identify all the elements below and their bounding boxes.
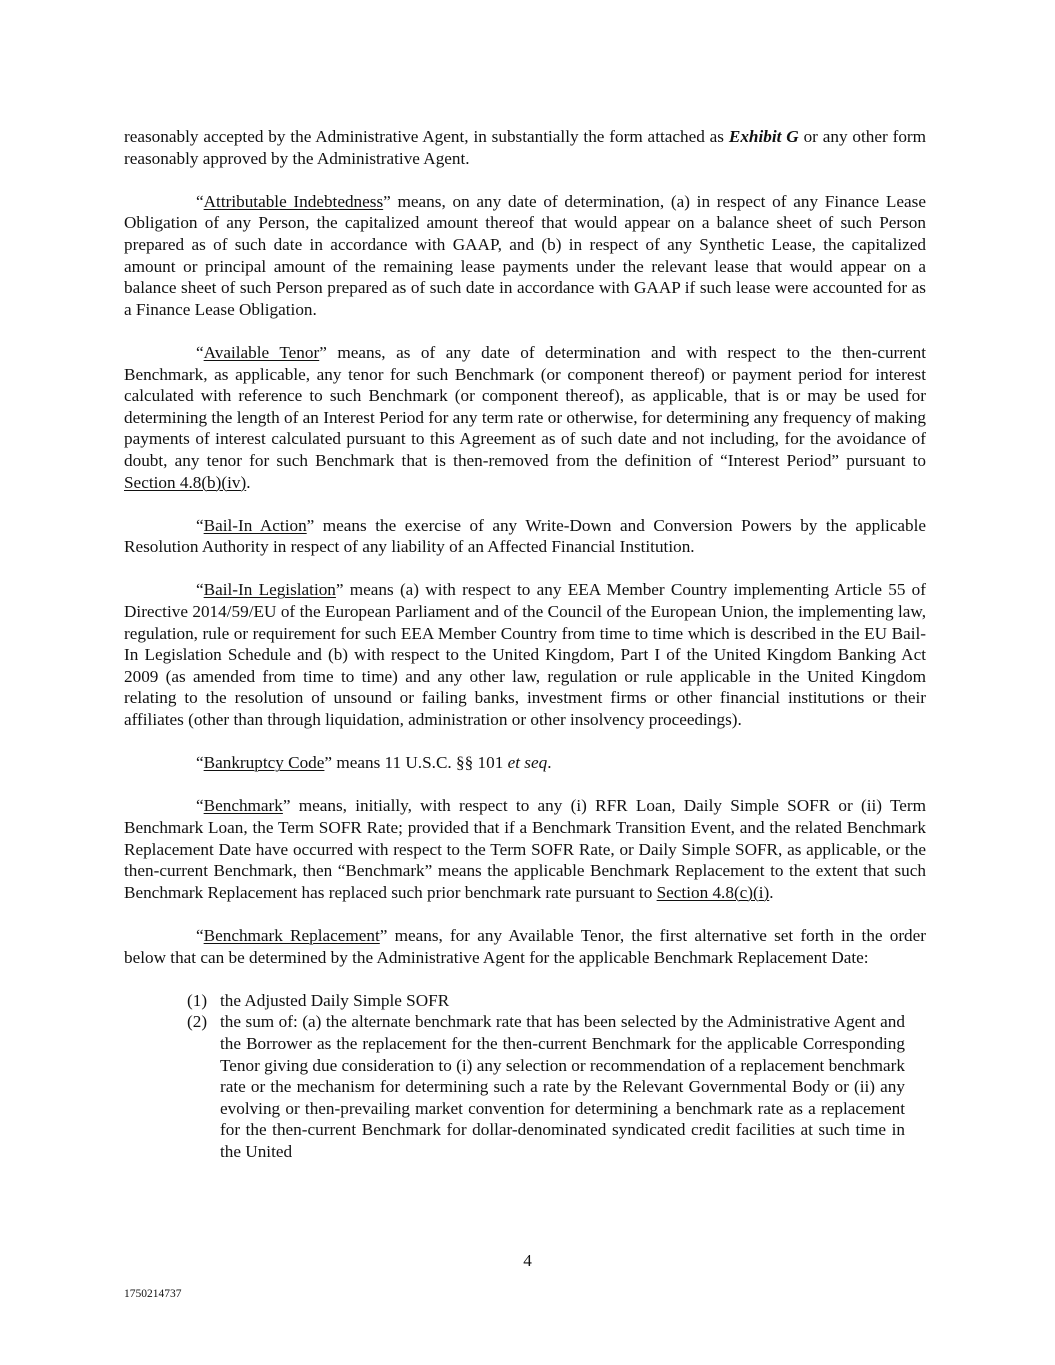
list-item-text: the Adjusted Daily Simple SOFR [220, 990, 450, 1010]
list-item-number: (1) [187, 990, 208, 1010]
definition-benchmark: “Benchmark” means, initially, with respect to any (i) RFR Loan, Daily Simple SOFR or (ii) Term Benchmark Loan, the Term SOFR Rate; provided that if a Benchmark Transition Event, and the related Benchmark Replacement Date have occurred with respect to the Term SOFR Rate, or Daily Simple SOFR, as applicable, or the then-current Benchmark, then “Benchmark” means the applicable Benchmark Replacement to the extent that such Benchmark Replacement has replaced such prior benchmark rate pursuant to Section 4.8(c)(i). [124, 796, 926, 902]
list-item [124, 990, 926, 1012]
definition-bankruptcy-code: “Bankruptcy Code” means 11 U.S.C. §§ 101 et seq. [196, 753, 552, 773]
page-number: 4 [523, 1251, 532, 1270]
defined-term: Available Tenor [203, 342, 320, 362]
benchmark-replacement-list [124, 990, 926, 1163]
paragraph-exhibit-g-continuation: reasonably accepted by the Administrative Agent, in substantially the form attached as Exhibit G or any other form reasonably approved by the Administrative Agent. [124, 127, 927, 168]
defined-term: Bankruptcy Code [203, 753, 325, 773]
defined-term: Bail-In Legislation [203, 580, 336, 600]
italic-phrase: et seq [507, 753, 548, 773]
document-id: 1750214737 [124, 1288, 182, 1300]
exhibit-reference: Exhibit G [728, 127, 799, 146]
document-body [124, 126, 926, 1163]
defined-term: Bail-In Action [203, 515, 307, 535]
defined-term: Benchmark Replacement [203, 925, 380, 945]
definition-bail-in-legislation: “Bail-In Legislation” means (a) with respect to any EEA Member Country implementing Article 55 of Directive 2014/59/EU of the European Parliament and of the Council of the European Union, the implementing law, regulation, rule or requirement for such EEA Member Country from time to time which is described in the EU Bail-In Legislation Schedule and (b) with respect to the United Kingdom, Part I of the United Kingdom Banking Act 2009 (as amended from time to time) and any other law, regulation or rule applicable in the United Kingdom relating to the resolution of unsound or failing banks, investment firms or other financial institutions or their affiliates (other than through liquidation, administration or other insolvency proceedings). [124, 580, 926, 730]
defined-term: Attributable Indebtedness [203, 191, 384, 211]
definition-bail-in-action: “Bail-In Action” means the exercise of any Write-Down and Conversion Powers by the applicable Resolution Authority in respect of any liability of an Affected Financial Institution. [124, 515, 927, 557]
section-reference: Section 4.8(b)(iv) [124, 472, 247, 492]
list-item [124, 1011, 926, 1162]
list-item-number: (2) [187, 1012, 208, 1032]
list-item-text: the sum of: (a) the alternate benchmark rate that has been selected by the Administrative Agent and the Borrower as the replacement for the then-current Benchmark for the applicable Corresponding Tenor giving due consideration to (i) any selection or recommendation of a replacement benchmark rate or the mechanism for determining such a rate by the Relevant Governmental Body or (ii) any evolving or then-prevailing market convention for determining a benchmark rate as a replacement for the then-current Benchmark for dollar-denominated syndicated credit facilities at such time in the United [220, 1012, 905, 1161]
defined-term: Benchmark [203, 796, 283, 816]
definition-available-tenor: “Available Tenor” means, as of any date of determination and with respect to the then-current Benchmark, as applicable, any tenor for such Benchmark (or component thereof) or payment period for interest calculated with reference to such Benchmark (or component thereof), as applicable, that is or may be used for determining the length of an Interest Period for any term rate or otherwise, for determining any frequency of making payments of interest calculated pursuant to this Agreement as of such date and not including, for the avoidance of doubt, any tenor for such Benchmark that is then-removed from the definition of “Interest Period” pursuant to Section 4.8(b)(iv). [124, 342, 926, 492]
section-reference: Section 4.8(c)(i) [656, 882, 770, 902]
definition-benchmark-replacement: “Benchmark Replacement” means, for any Available Tenor, the first alternative set forth in the order below that can be determined by the Administrative Agent for the applicable Benchmark Replacement Date: [124, 925, 926, 967]
definition-attributable-indebtedness: “Attributable Indebtedness” means, on any date of determination, (a) in respect of any Finance Lease Obligation of any Person, the capitalized amount thereof that would appear on a balance sheet of such Person prepared as of such date in accordance with GAAP, and (b) in respect of any Synthetic Lease, the capitalized amount or principal amount of the remaining lease payments under the relevant lease that would appear on a balance sheet of such Person prepared as of such date in accordance with GAAP if such lease were accounted for as a Finance Lease Obligation. [124, 191, 926, 319]
